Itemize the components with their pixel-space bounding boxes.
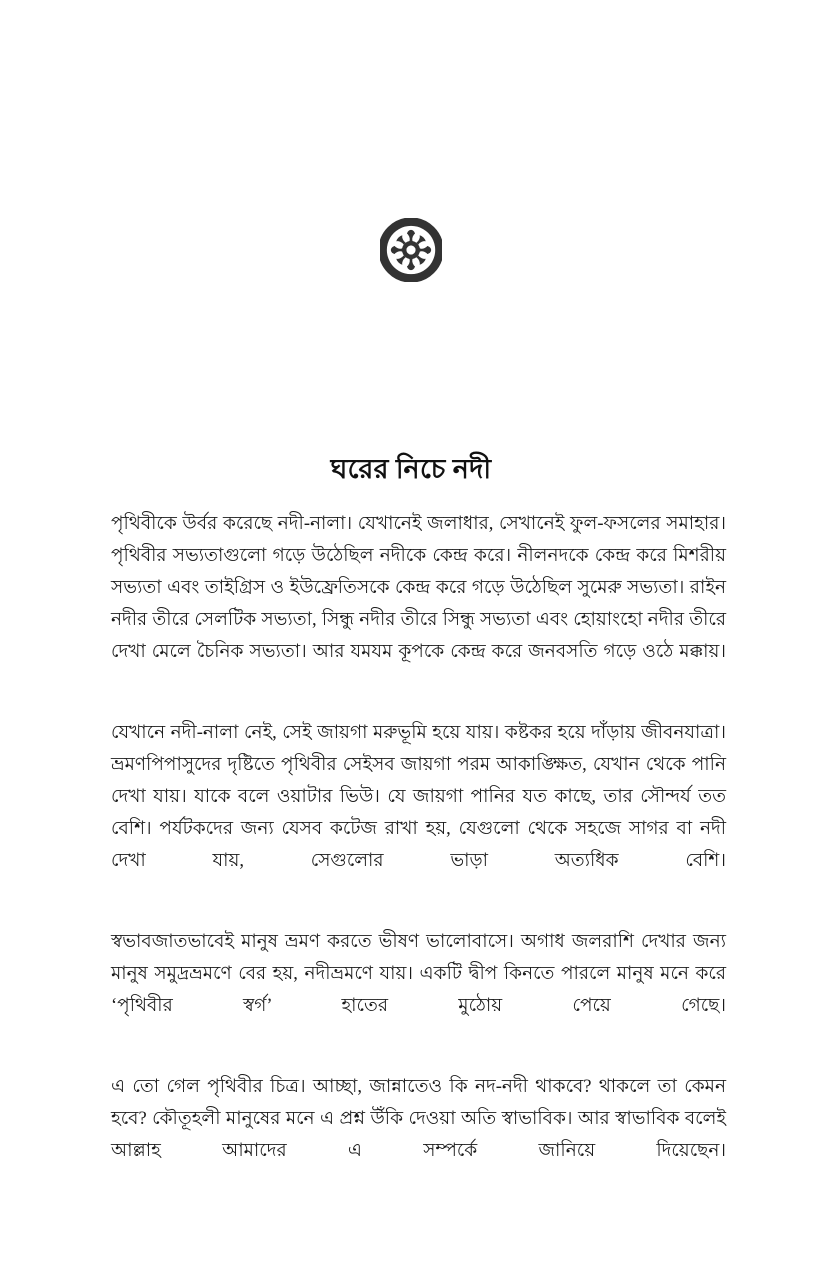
- flower-rosette-ornament: [0, 218, 822, 282]
- body-paragraph: যেখানে নদী-নালা নেই, সেই জায়গা মরুভূমি হয়ে যায়। কষ্টকর হয়ে দাঁড়ায় জীবনযাত্রা। ভ্রমণপিপাসুদের দৃষ্টিতে পৃথিবীর সেইসব জায়গা পরম আকাঙ্ক্ষিত, যেখান থেকে পানি দেখা যায়। যাকে বলে ওয়াটার ভিউ। যে জায়গা পানির যত কাছে, তার সৌন্দর্য তত বেশি। পর্যটকদের জন্য যেসব কটেজ রাখা হয়, যেগুলো থেকে সহজে সাগর বা নদী দেখা যায়, সেগুলোর ভাড়া অত্যধিক বেশি।: [111, 723, 726, 871]
- page-title: ঘরের নিচে নদী: [330, 454, 492, 485]
- body-text-column: [111, 508, 726, 1199]
- flower-rosette-icon: [380, 218, 442, 282]
- body-paragraph: পৃথিবীকে উর্বর করেছে নদী-নালা। যেখানেই জলাধার, সেখানেই ফুল-ফসলের সমাহার। পৃথিবীর সভ্যতাগুলো গড়ে উঠেছিল নদীকে কেন্দ্র করে। নীলনদকে কেন্দ্র করে মিশরীয় সভ্যতা এবং তাইগ্রিস ও ইউফ্রেতিসকে কেন্দ্র করে গড়ে উঠেছিল সুমেরু সভ্যতা। রাইন নদীর তীরে সেলটিক সভ্যতা, সিন্ধু নদীর তীরে সিন্ধু সভ্যতা এবং হোয়াংহো নদীর তীরে দেখা মেলে চৈনিক সভ্যতা। আর যমযম কূপকে কেন্দ্র করে জনবসতি গড়ে ওঠে মক্কায়।: [111, 514, 726, 662]
- body-paragraph: স্বভাবজাতভাবেই মানুষ ভ্রমণ করতে ভীষণ ভালোবাসে। অগাধ জলরাশি দেখার জন্য মানুষ সমুদ্রভ্রমণে বের হয়, নদীভ্রমণে যায়। একটি দ্বীপ কিনতে পারলে মানুষ মনে করে ‘পৃথিবীর স্বর্গ’ হাতের মুঠোয় পেয়ে গেছে।: [111, 932, 726, 1016]
- body-paragraph: এ তো গেল পৃথিবীর চিত্র। আচ্ছা, জান্নাতেও কি নদ-নদী থাকবে? থাকলে তা কেমন হবে? কৌতূহলী মানুষের মনে এ প্রশ্ন উঁকি দেওয়া অতি স্বাভাবিক। আর স্বাভাবিক বলেই আল্লাহ আমাদের এ সম্পর্কে জানিয়ে দিয়েছেন।: [111, 1077, 726, 1161]
